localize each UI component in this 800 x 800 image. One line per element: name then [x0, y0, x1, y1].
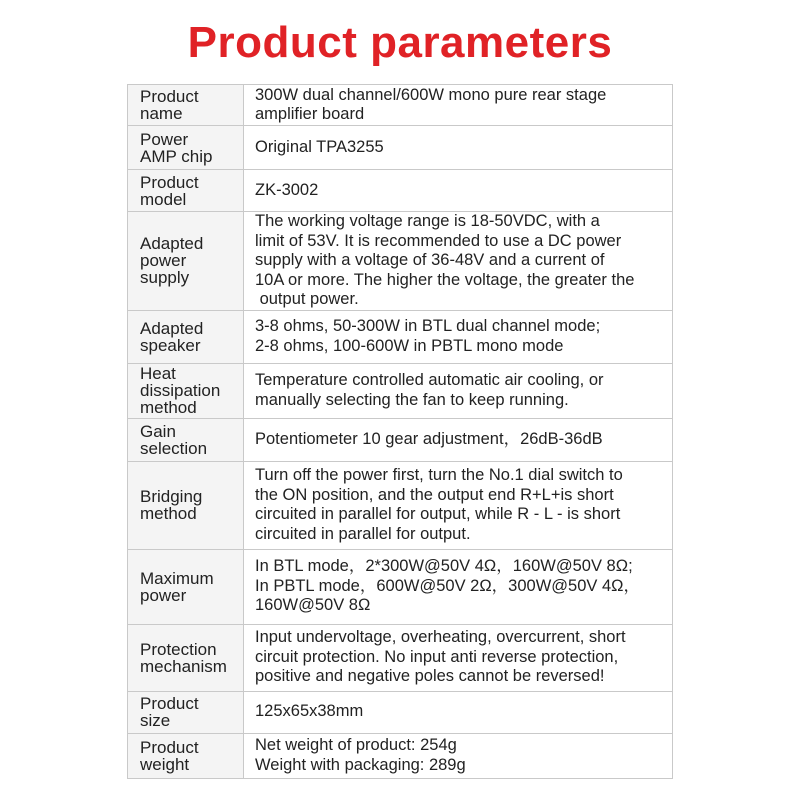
table-row: [128, 310, 673, 363]
parameter-value: [244, 363, 673, 418]
label-line: power: [140, 251, 187, 271]
parameter-label: [128, 363, 244, 418]
label-line: Adapted: [140, 234, 204, 254]
value-line: Potentiometer 10 gear adjustment，26dB-36dB: [255, 429, 603, 448]
parameter-value: [244, 461, 673, 549]
parameter-label: [128, 418, 244, 461]
label-line: Product: [140, 694, 199, 713]
label-line: method: [140, 398, 197, 417]
parameter-label: [128, 691, 244, 733]
table-row: [128, 691, 673, 733]
table-row: [128, 212, 673, 311]
value-line: The working voltage range is 18-50VDC, with a: [255, 212, 600, 230]
parameters-table: [127, 84, 673, 779]
value-line: supply with a voltage of 36-48V and a current of: [255, 251, 605, 269]
parameter-label: [128, 310, 244, 363]
parameter-value: [244, 549, 673, 624]
value-line: the ON position, and the output end R+L+is short: [255, 485, 614, 504]
label-line: Adapted: [140, 318, 204, 338]
parameter-value: [244, 624, 673, 691]
value-line: ZK-3002: [255, 180, 319, 199]
parameter-value: [244, 212, 673, 311]
parameter-value: [244, 733, 673, 778]
label-line: supply: [140, 268, 190, 288]
value-line: 3-8 ohms, 50-300W in BTL dual channel mode;: [255, 317, 601, 335]
label-line: Heat: [140, 364, 176, 383]
parameter-value: [244, 126, 673, 170]
value-line: 10A or more. The higher the voltage, the greater the: [255, 270, 635, 289]
label-line: Product: [140, 87, 199, 106]
label-line: Product: [140, 172, 199, 192]
label-line: AMP chip: [140, 146, 213, 166]
label-line: name: [140, 104, 183, 123]
table-row: [128, 126, 673, 170]
value-line: circuited in parallel for output.: [255, 524, 471, 543]
value-line: circuited in parallel for output, while R - L - is short: [255, 505, 621, 523]
parameter-value: [244, 310, 673, 363]
table-row: [128, 85, 673, 126]
parameter-value: [244, 170, 673, 212]
parameter-label: [128, 461, 244, 549]
parameter-label: [128, 624, 244, 691]
label-line: mechanism: [140, 656, 227, 676]
value-line: 125x65x38mm: [255, 702, 364, 721]
parameter-label: [128, 85, 244, 126]
table-row: [128, 549, 673, 624]
value-line: In PBTL mode，600W@50V 2Ω，300W@50V 4Ω，: [255, 576, 640, 595]
value-line: 160W@50V 8Ω: [255, 596, 371, 615]
label-line: selection: [140, 438, 208, 458]
label-line: Maximum: [140, 568, 214, 588]
value-line: Input undervoltage, overheating, overcurrent, short: [255, 628, 626, 647]
value-line: Original TPA3255: [255, 137, 384, 156]
value-line: circuit protection. No input anti reverse protection,: [255, 647, 619, 666]
label-line: weight: [140, 754, 190, 774]
value-line: limit of 53V. It is recommended to use a DC power: [255, 231, 622, 250]
value-line: Temperature controlled automatic air cooling, or: [255, 371, 604, 389]
parameter-value: [244, 691, 673, 733]
label-line: size: [140, 711, 171, 730]
parameter-label: [128, 212, 244, 311]
value-line: Turn off the power first, turn the No.1 dial switch to: [255, 466, 623, 484]
table-row: [128, 418, 673, 461]
value-line: 2-8 ohms, 100-600W in PBTL mono mode: [255, 336, 564, 355]
parameter-label: [128, 549, 244, 624]
table-row: [128, 461, 673, 549]
value-line: amplifier board: [255, 105, 365, 123]
parameter-label: [128, 126, 244, 170]
value-line: output power.: [255, 290, 359, 308]
value-line: Net weight of product: 254g: [255, 736, 457, 754]
label-line: dissipation: [140, 381, 221, 400]
label-line: power: [140, 585, 187, 605]
table-row: [128, 733, 673, 778]
label-line: Protection: [140, 639, 217, 659]
value-line: positive and negative poles cannot be reversed!: [255, 667, 605, 686]
value-line: manually selecting the fan to keep running.: [255, 390, 569, 409]
value-line: In BTL mode，2*300W@50V 4Ω，160W@50V 8Ω;: [255, 557, 633, 576]
label-line: Product: [140, 737, 199, 757]
label-line: speaker: [140, 335, 201, 355]
table-row: [128, 363, 673, 418]
parameter-label: [128, 733, 244, 778]
table-row: [128, 624, 673, 691]
value-line: 300W dual channel/600W mono pure rear stage: [255, 85, 607, 104]
label-line: model: [140, 189, 187, 209]
label-line: Gain: [140, 421, 176, 441]
parameter-value: [244, 418, 673, 461]
parameter-value: [244, 85, 673, 126]
label-line: Power: [140, 129, 189, 149]
parameter-label: [128, 170, 244, 212]
label-line: method: [140, 504, 197, 523]
label-line: Bridging: [140, 487, 203, 506]
value-line: Weight with packaging: 289g: [255, 755, 466, 774]
table-row: [128, 170, 673, 212]
page-title: Product parameters: [187, 18, 613, 67]
